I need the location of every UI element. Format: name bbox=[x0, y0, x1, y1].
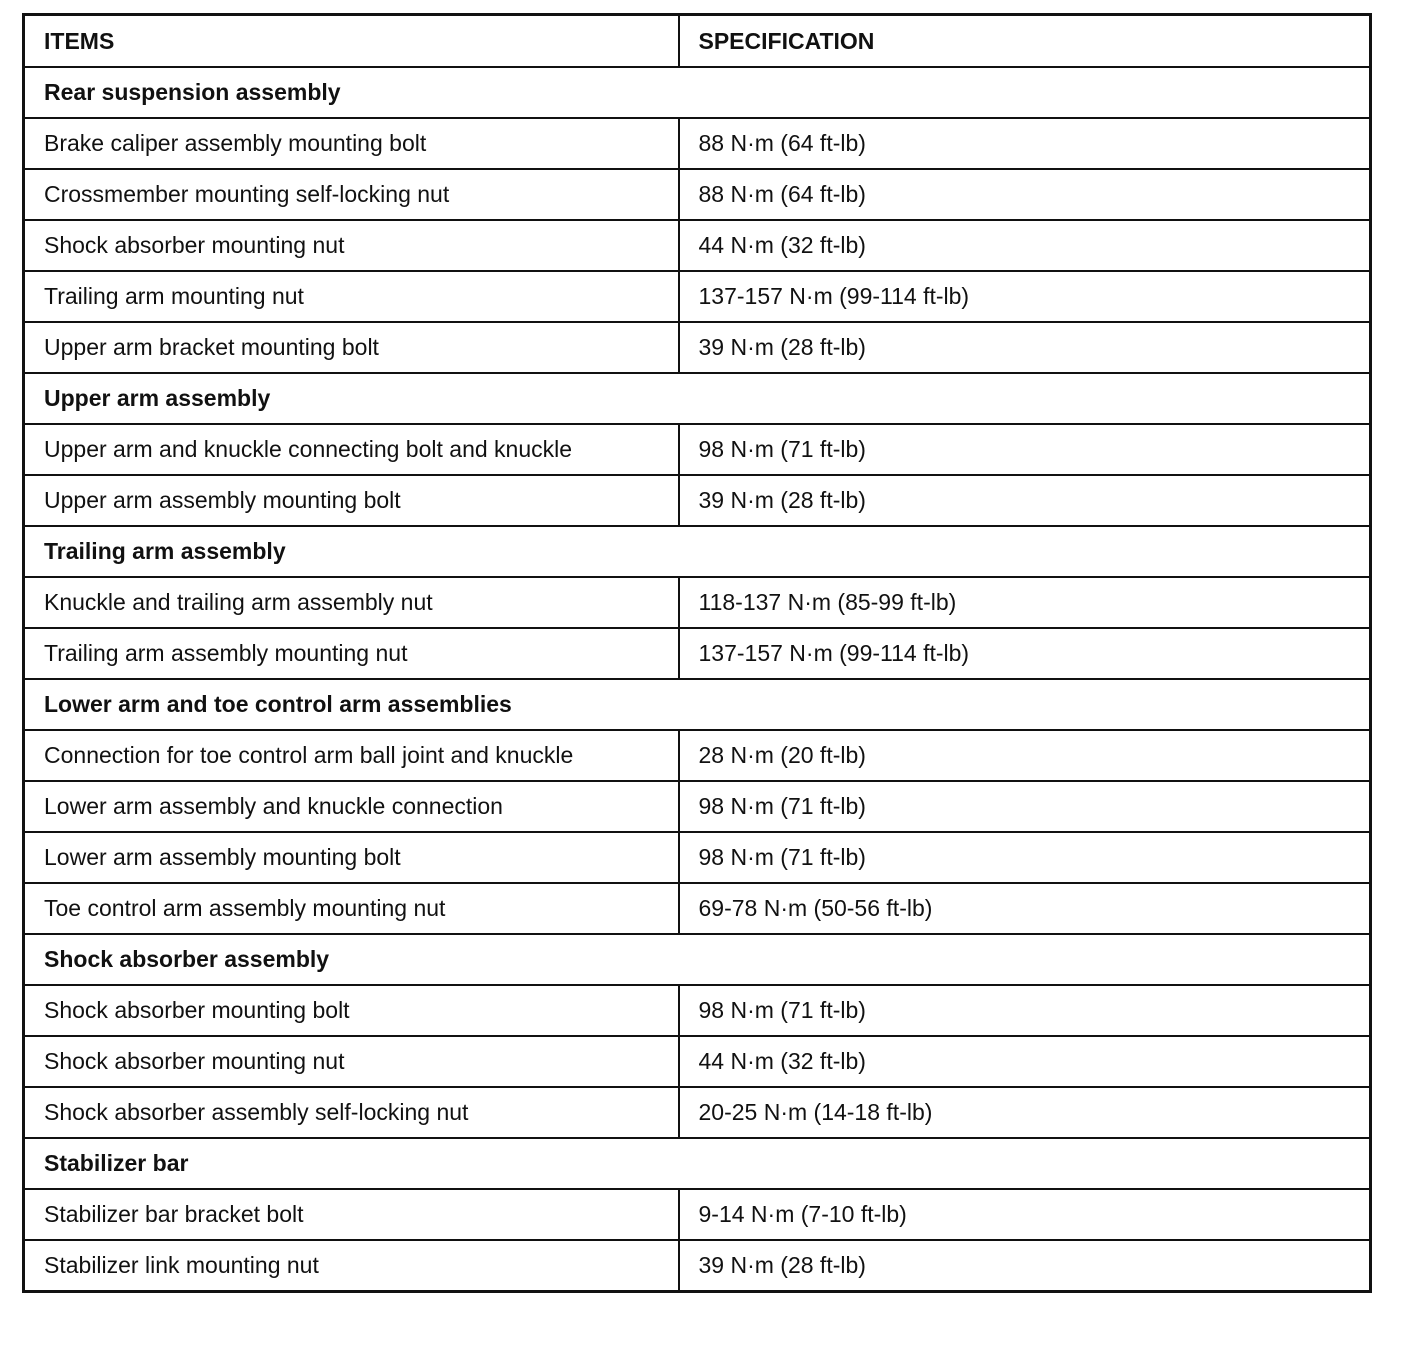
section-row bbox=[24, 934, 1371, 985]
table-row bbox=[24, 424, 1371, 475]
specification-cell: 98 N·m (71 ft-lb) bbox=[679, 781, 1371, 832]
table-row bbox=[24, 169, 1371, 220]
section-row bbox=[24, 679, 1371, 730]
section-title: Trailing arm assembly bbox=[24, 526, 1371, 577]
specification-cell: 44 N·m (32 ft-lb) bbox=[679, 220, 1371, 271]
item-cell: Upper arm assembly mounting bolt bbox=[24, 475, 679, 526]
item-cell: Shock absorber mounting nut bbox=[24, 220, 679, 271]
item-cell: Stabilizer link mounting nut bbox=[24, 1240, 679, 1292]
table-body bbox=[24, 67, 1371, 1292]
specification-cell: 28 N·m (20 ft-lb) bbox=[679, 730, 1371, 781]
item-cell: Shock absorber mounting nut bbox=[24, 1036, 679, 1087]
table-row bbox=[24, 577, 1371, 628]
item-cell: Shock absorber mounting bolt bbox=[24, 985, 679, 1036]
item-cell: Stabilizer bar bracket bolt bbox=[24, 1189, 679, 1240]
specification-cell: 39 N·m (28 ft-lb) bbox=[679, 1240, 1371, 1292]
table-row bbox=[24, 1087, 1371, 1138]
specification-cell: 118-137 N·m (85-99 ft-lb) bbox=[679, 577, 1371, 628]
item-cell: Toe control arm assembly mounting nut bbox=[24, 883, 679, 934]
specification-cell: 88 N·m (64 ft-lb) bbox=[679, 169, 1371, 220]
item-cell: Lower arm assembly and knuckle connection bbox=[24, 781, 679, 832]
section-row bbox=[24, 1138, 1371, 1189]
section-title: Lower arm and toe control arm assemblies bbox=[24, 679, 1371, 730]
item-cell: Crossmember mounting self-locking nut bbox=[24, 169, 679, 220]
torque-specification-table bbox=[22, 13, 1372, 1293]
table-row bbox=[24, 1036, 1371, 1087]
table-row bbox=[24, 832, 1371, 883]
section-title: Stabilizer bar bbox=[24, 1138, 1371, 1189]
specification-cell: 88 N·m (64 ft-lb) bbox=[679, 118, 1371, 169]
item-cell: Trailing arm assembly mounting nut bbox=[24, 628, 679, 679]
table-row bbox=[24, 220, 1371, 271]
specification-cell: 20-25 N·m (14-18 ft-lb) bbox=[679, 1087, 1371, 1138]
table-row bbox=[24, 628, 1371, 679]
table-row bbox=[24, 781, 1371, 832]
item-cell: Brake caliper assembly mounting bolt bbox=[24, 118, 679, 169]
item-cell: Knuckle and trailing arm assembly nut bbox=[24, 577, 679, 628]
item-cell: Connection for toe control arm ball joint and knuckle bbox=[24, 730, 679, 781]
specification-cell: 137-157 N·m (99-114 ft-lb) bbox=[679, 271, 1371, 322]
table-row bbox=[24, 985, 1371, 1036]
section-row bbox=[24, 373, 1371, 424]
table-row bbox=[24, 271, 1371, 322]
specification-cell: 39 N·m (28 ft-lb) bbox=[679, 322, 1371, 373]
item-cell: Trailing arm mounting nut bbox=[24, 271, 679, 322]
specification-cell: 98 N·m (71 ft-lb) bbox=[679, 832, 1371, 883]
specification-cell: 98 N·m (71 ft-lb) bbox=[679, 985, 1371, 1036]
table-row bbox=[24, 730, 1371, 781]
specification-cell: 44 N·m (32 ft-lb) bbox=[679, 1036, 1371, 1087]
specification-cell: 137-157 N·m (99-114 ft-lb) bbox=[679, 628, 1371, 679]
table-row bbox=[24, 118, 1371, 169]
item-cell: Lower arm assembly mounting bolt bbox=[24, 832, 679, 883]
section-title: Rear suspension assembly bbox=[24, 67, 1371, 118]
section-title: Upper arm assembly bbox=[24, 373, 1371, 424]
table-row bbox=[24, 1240, 1371, 1292]
item-cell: Upper arm bracket mounting bolt bbox=[24, 322, 679, 373]
specification-column-header: SPECIFICATION bbox=[679, 15, 1371, 68]
specification-cell: 39 N·m (28 ft-lb) bbox=[679, 475, 1371, 526]
table-row bbox=[24, 475, 1371, 526]
table-row bbox=[24, 322, 1371, 373]
item-cell: Upper arm and knuckle connecting bolt and knuckle bbox=[24, 424, 679, 475]
specification-cell: 98 N·m (71 ft-lb) bbox=[679, 424, 1371, 475]
specification-cell: 69-78 N·m (50-56 ft-lb) bbox=[679, 883, 1371, 934]
items-column-header: ITEMS bbox=[24, 15, 679, 68]
specification-cell: 9-14 N·m (7-10 ft-lb) bbox=[679, 1189, 1371, 1240]
header-row bbox=[24, 15, 1371, 68]
item-cell: Shock absorber assembly self-locking nut bbox=[24, 1087, 679, 1138]
section-title: Shock absorber assembly bbox=[24, 934, 1371, 985]
section-row bbox=[24, 526, 1371, 577]
section-row bbox=[24, 67, 1371, 118]
table-row bbox=[24, 1189, 1371, 1240]
table-row bbox=[24, 883, 1371, 934]
